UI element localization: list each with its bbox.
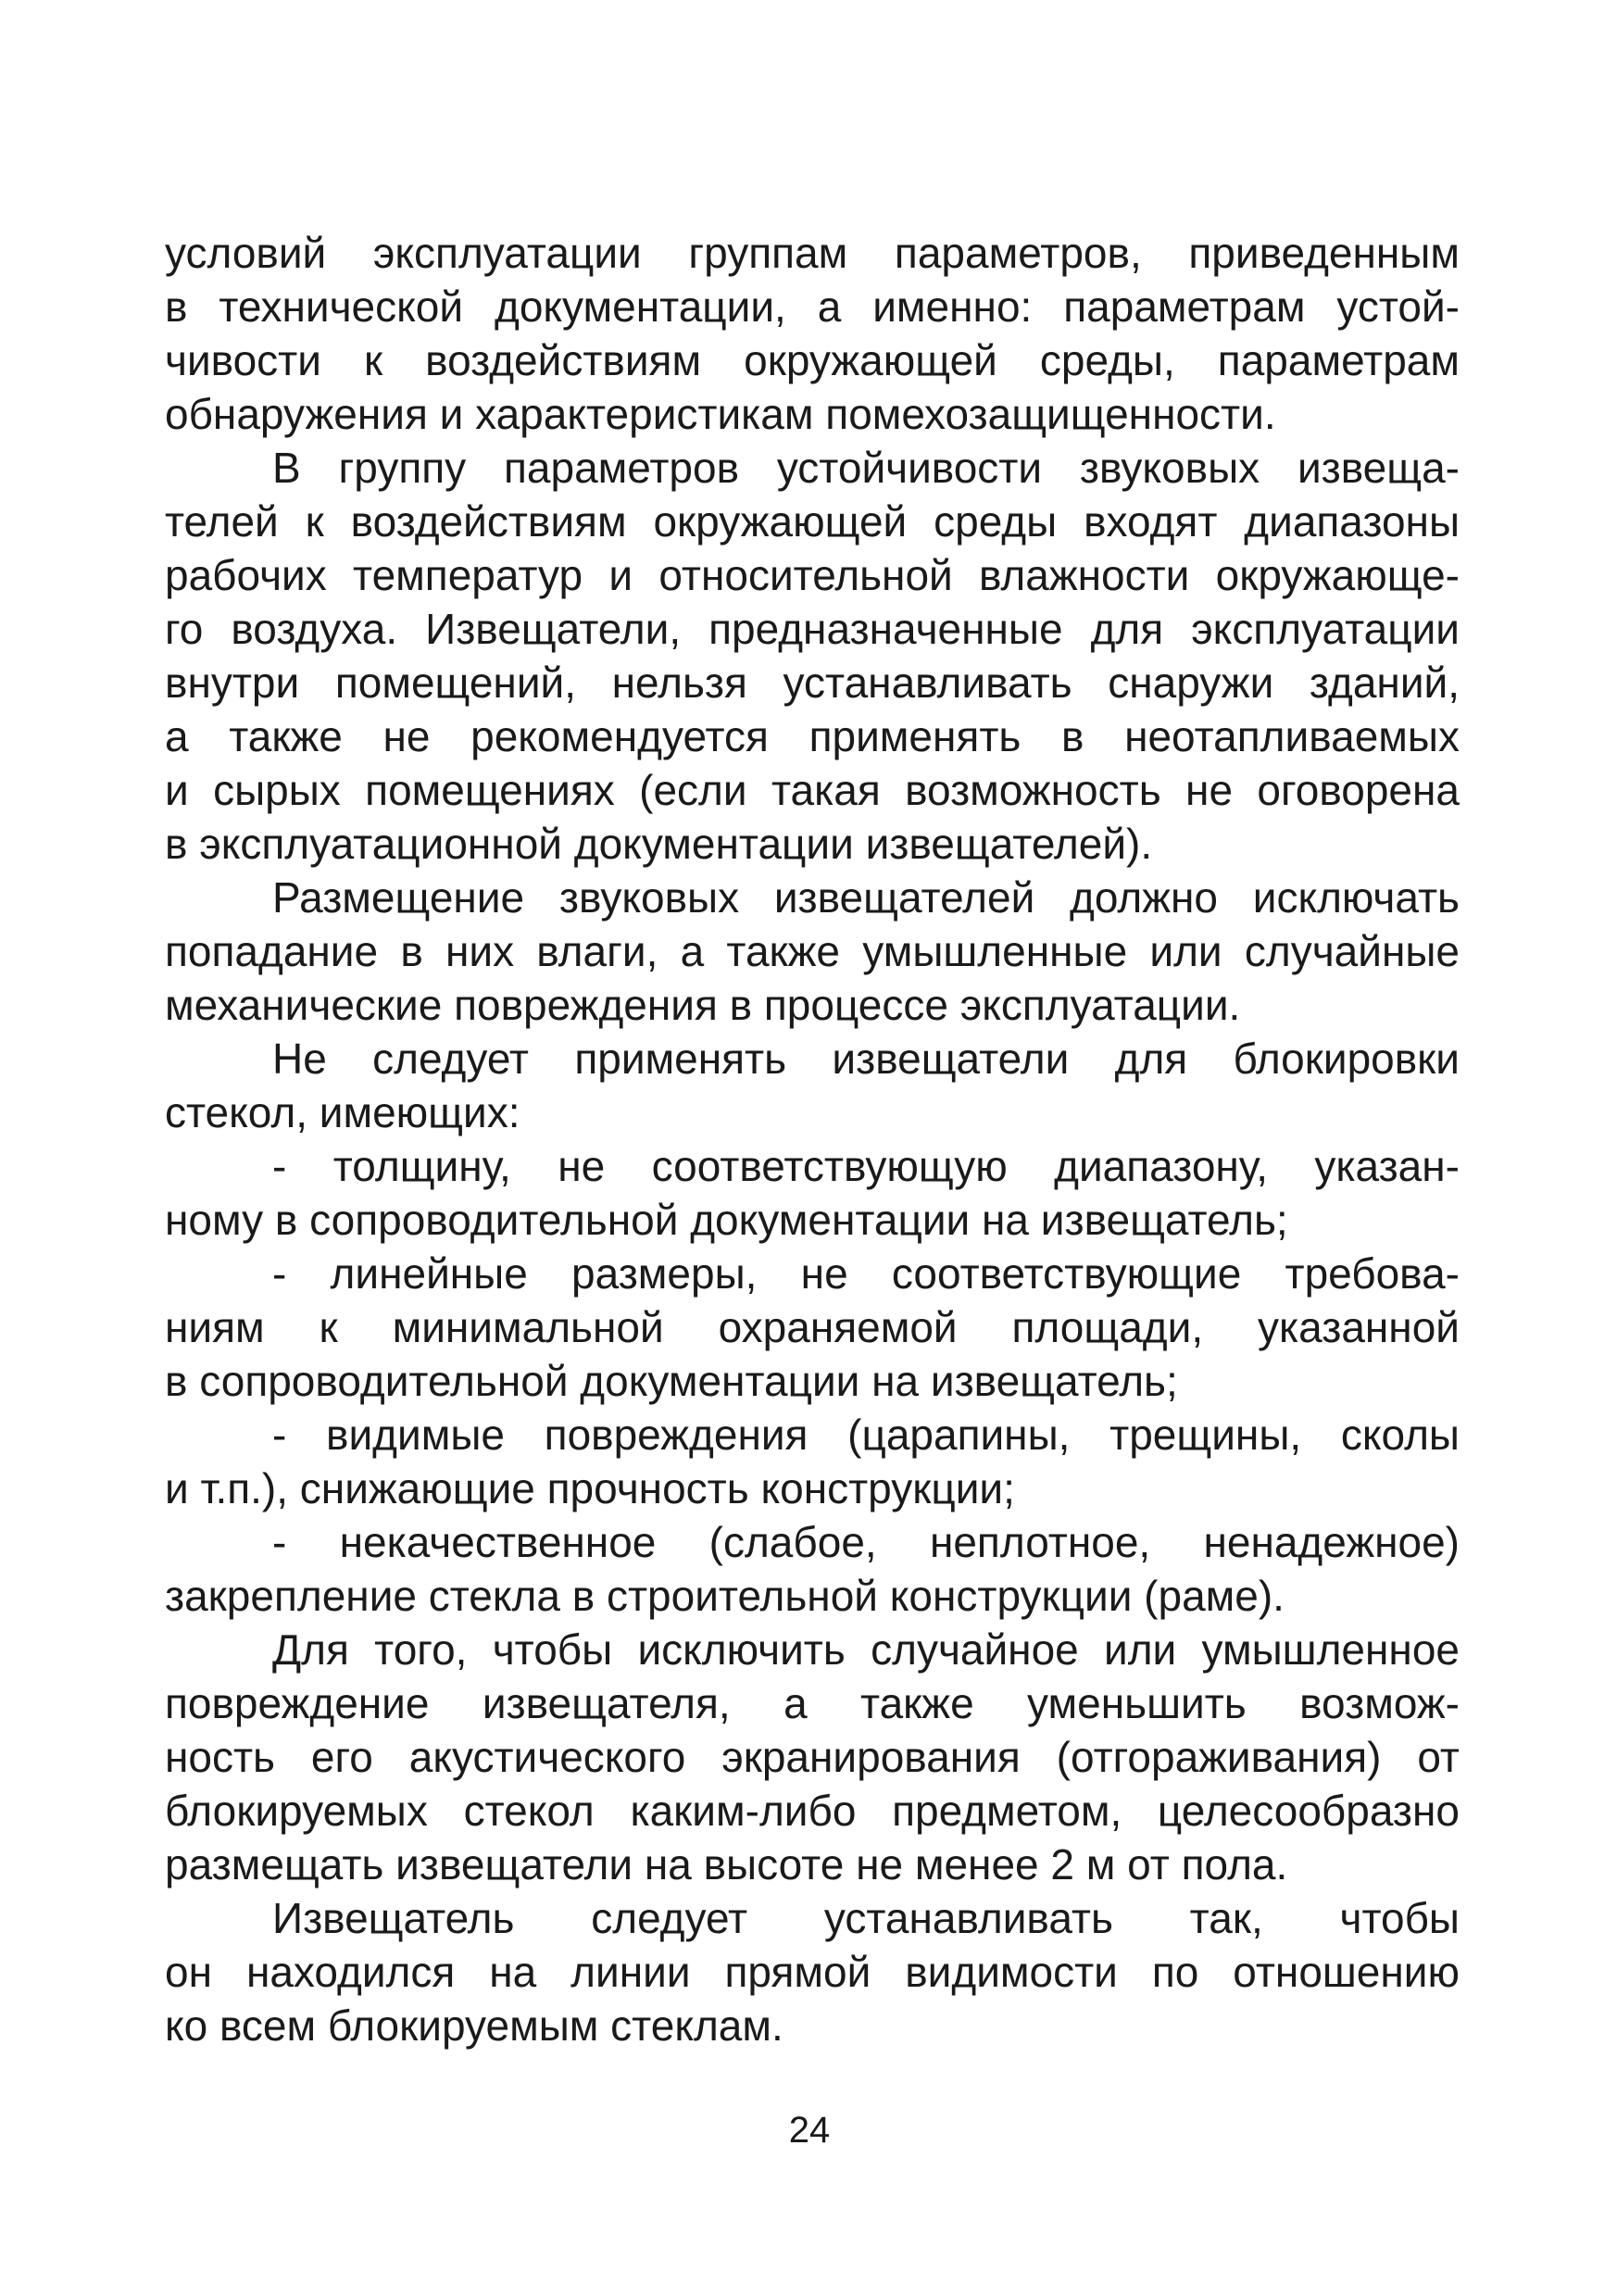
text-line: ниям к минимальной охраняемой площади, указанной (165, 1303, 1460, 1351)
text-line: Размещение звуковых извещателей должно исключать (272, 873, 1460, 922)
text-line: в эксплуатационной документации извещателей). (165, 820, 1153, 868)
text-line: - толщину, не соответствующую диапазону, указан- (272, 1142, 1460, 1190)
paragraph (165, 226, 1460, 441)
paragraph (165, 1032, 1460, 1139)
text-line: обнаружения и характеристикам помехозащищенности. (165, 390, 1276, 438)
text-line: го воздуха. Извещатели, предназначенные для эксплуатации (165, 605, 1460, 653)
text-line: телей к воздействиям окружающей среды входят диапазоны (165, 497, 1460, 546)
text-line: закрепление стекла в строительной конструкции (раме). (165, 1572, 1285, 1620)
paragraph (165, 1891, 1460, 2052)
text-line: Извещатель следует устанавливать так, чтобы (272, 1894, 1460, 1942)
text-line: - некачественное (слабое, неплотное, ненадежное) (272, 1518, 1460, 1566)
text-line: чивости к воздействиям окружающей среды, параметрам (165, 336, 1460, 384)
text-line: ность его акустического экранирования (отгораживания) от (165, 1733, 1460, 1781)
text-line: блокируемых стекол каким-либо предметом, целесообразно (165, 1787, 1460, 1835)
paragraph (165, 1247, 1460, 1408)
paragraph (165, 871, 1460, 1032)
paragraph (165, 1623, 1460, 1891)
text-line: он находился на линии прямой видимости по отношению (165, 1948, 1460, 1996)
text-line: и сырых помещениях (если такая возможность не оговорена (165, 766, 1460, 814)
text-line: ко всем блокируемым стеклам. (165, 2001, 783, 2050)
text-line: рабочих температур и относительной влажности окружающе- (165, 551, 1460, 599)
text-line: в сопроводительной документации на извещатель; (165, 1357, 1178, 1405)
text-line: механические повреждения в процессе эксплуатации. (165, 981, 1241, 1029)
text-line: и т.п.), снижающие прочность конструкции; (165, 1464, 1015, 1512)
text-line: условий эксплуатации группам параметров, приведенным (165, 229, 1460, 277)
paragraph (165, 441, 1460, 871)
text-line: - видимые повреждения (царапины, трещины, сколы (272, 1411, 1460, 1459)
text-line: попадание в них влаги, а также умышленные или случайные (165, 927, 1460, 975)
text-line: повреждение извещателя, а также уменьшить возмож- (165, 1679, 1460, 1727)
text-line: внутри помещений, нельзя устанавливать снаружи зданий, (165, 659, 1460, 707)
paragraph (165, 1515, 1460, 1623)
text-line: В группу параметров устойчивости звуковых извеща- (272, 444, 1460, 492)
page-number-text: 24 (788, 2110, 831, 2151)
paragraph (165, 1408, 1460, 1515)
text-line: размещать извещатели на высоте не менее 2 м от пола. (165, 1840, 1288, 1888)
text-line: Для того, чтобы исключить случайное или умышленное (272, 1625, 1460, 1674)
text-line: в технической документации, а именно: параметрам устой- (165, 282, 1460, 331)
text-line: стекол, имеющих: (165, 1088, 520, 1136)
text-line: а также не рекомендуется применять в неотапливаемых (165, 712, 1460, 760)
page-number (0, 2110, 1617, 2152)
paragraph (165, 1139, 1460, 1247)
document-body (165, 226, 1460, 2052)
text-line: Не следует применять извещатели для блокировки (272, 1035, 1460, 1083)
text-line: - линейные размеры, не соответствующие требова- (272, 1249, 1460, 1298)
text-line: ному в сопроводительной документации на извещатель; (165, 1196, 1288, 1244)
